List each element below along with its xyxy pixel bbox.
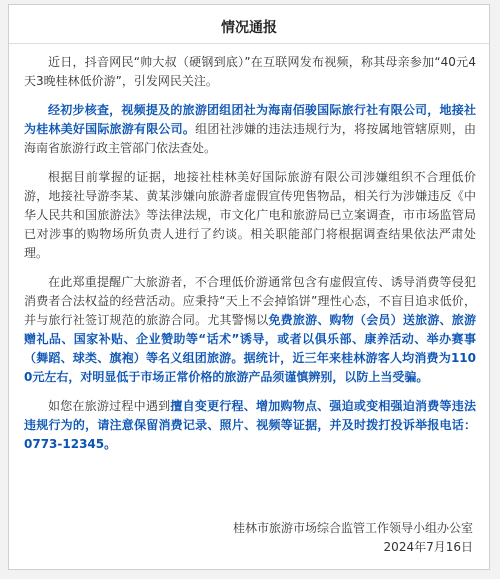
text-segment: 根据目前掌握的证据，地接社桂林美好国际旅游有限公司涉嫌组织不合理低价游，地接社导游李某、黄某涉嫌向旅游者虚假宣传兜售物品，相关行为涉嫌违反《中华人民共和国旅游法》等法律法规，市文化广电和旅游局已立案调查，市市场监管局已对涉事的购物场所负责人进行了约谈。相关职能部门将根据调查结果依法严肃处理。 [24,170,476,260]
text-segment: 如您在旅游过程中遇到 [48,399,171,413]
text-segment: 组团社涉嫌的违法违规行为，将按属地管辖原则，由海南省旅游行政主管部门依法查处。 [24,122,476,155]
text-segment: 在此郑重提醒广大旅游者，不合理低价游通常包含有虚假宣传、诱导消费等侵犯消费者合法权益的经营活动。应秉持“天上不会掉馅饼”理性心态，不盲目追求低价，并与旅行社签订规范的旅游合同。尤其警惕以 [24,275,476,327]
notice-card [8,4,490,570]
text-segment: 近日，抖音网民“帅大叔（硬钢到底）”在互联网发布视频，称其母亲参加“40元4天3晚桂林低价游”，引发网民关注。 [24,55,476,88]
signature-org: 桂林市旅游市场综合监管工作领导小组办公室 [232,521,473,535]
paragraph-3 [24,168,476,263]
paragraph-2 [24,101,476,158]
paragraph-1 [24,53,476,91]
signature-block [233,519,473,557]
emphasis-segment: 经初步核查，视频提及的旅游团组团社为海南佰骏国际旅行社有限公司，地接社为桂林美好国际旅游有限公司。 [24,103,476,136]
notice-title: 情况通报 [221,20,277,36]
signature-date: 2024年7月16日 [383,540,473,554]
notice-body [24,53,476,464]
title-divider [9,43,489,44]
emphasis-segment: 擅自变更行程、增加购物点、强迫或变相强迫消费等违法违规行为的，请注意保留消费记录、照片、视频等证据，并及时拨打投诉举报电话：0773-12345。 [24,399,476,451]
emphasis-segment: 免费旅游、购物（会员）送旅游、旅游赠礼品、国家补贴、企业赞助等“话术”诱导，或者以俱乐部、康养活动、举办赛事（舞蹈、球类、旗袍）等名义组团旅游。据统计，近三年来桂林游客人均消费为1100元左右，对明显低于市场正常价格的旅游产品须谨慎辨别，以防上当受骗。 [24,313,476,384]
paragraph-5 [24,397,476,454]
paragraph-4 [24,273,476,387]
